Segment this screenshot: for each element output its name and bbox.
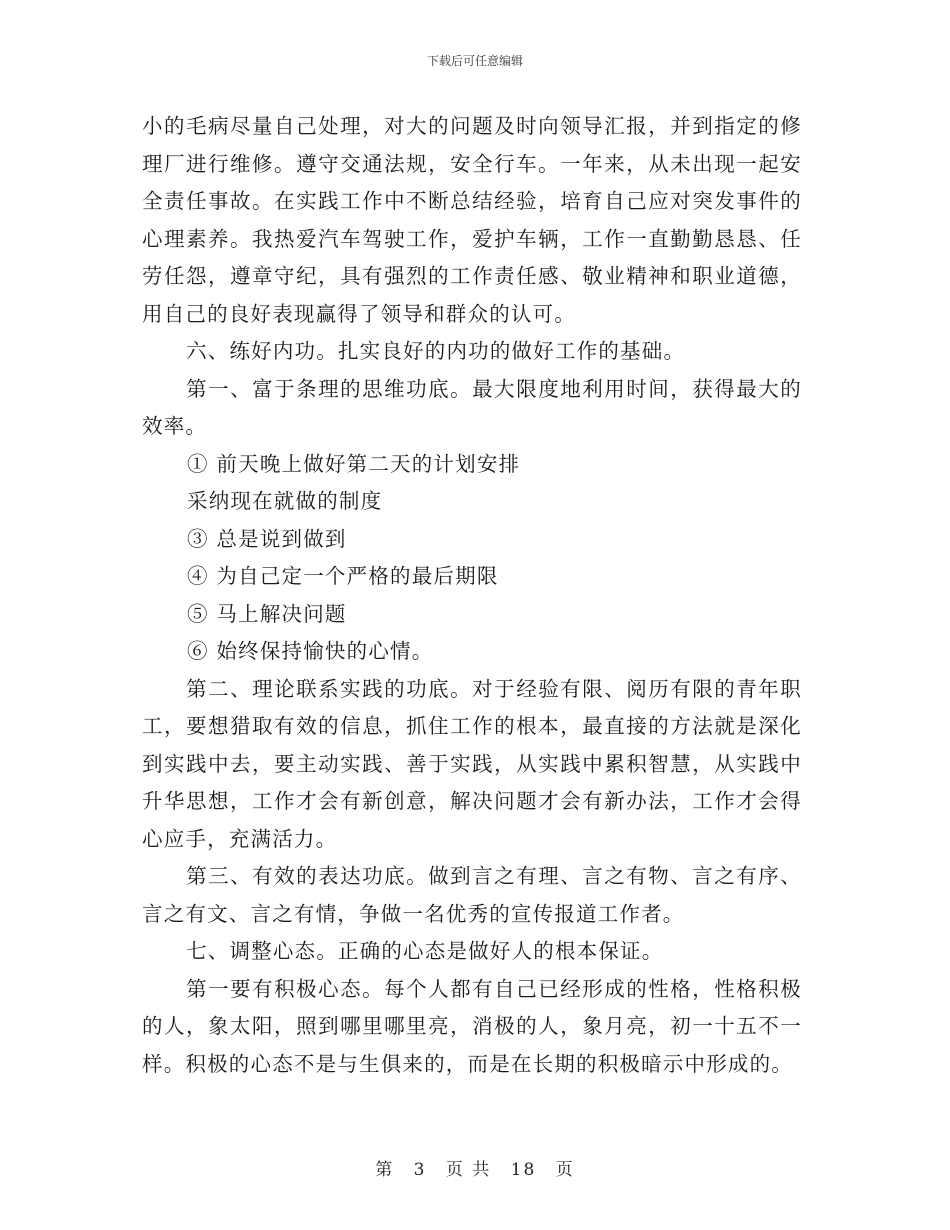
list-item: ⑥ 始终保持愉快的心情。 [187, 639, 434, 663]
list-item: 采纳现在就做的制度 [187, 489, 383, 513]
list-item: ③ 总是说到做到 [187, 526, 347, 551]
footer-middle: 页 共 [445, 1160, 492, 1180]
paragraph: 第一要有积极心态。每个人都有自己已经形成的性格，性格积极的人，象太阳，照到哪里哪里亮，消极的人，象月亮，初一十五不一样。积极的心态不是与生俱来的，而是在长期的积极暗示中形成的。 [142, 976, 802, 1076]
paragraph: 第三、有效的表达功底。做到言之有理、言之有物、言之有序、言之有文、言之有情，争做一名优秀的宣传报道工作者。 [142, 864, 802, 926]
list-item: ⑤ 马上解决问题 [187, 601, 347, 626]
list-item: ④ 为自己定一个严格的最后期限 [187, 564, 499, 588]
paragraph: 第一、富于条理的思维功底。最大限度地利用时间，获得最大的效率。 [142, 376, 802, 438]
section-heading: 七、调整心态。正确的心态是做好人的根本保证。 [186, 939, 664, 963]
paragraph: 第二、理论联系实践的功底。对于经验有限、阅历有限的青年职工，要想猎取有效的信息，抓住工作的根本，最直接的方法就是深化到实践中去，要主动实践、善于实践，从实践中累积智慧，从实践中升华思想，工作才会有新创意，解决问题才会有新办法，工作才会得心应手，充满活力。 [142, 676, 802, 851]
page-footer [0, 1155, 950, 1180]
document-body [142, 108, 802, 1083]
page-header: 下载后可任意编辑 [426, 54, 523, 68]
section-heading: 六、练好内功。扎实良好的内功的做好工作的基础。 [186, 339, 686, 363]
paragraph: 小的毛病尽量自己处理，对大的问题及时向领导汇报，并到指定的修理厂进行维修。遵守交通法规，安全行车。一年来，从未出现一起安全责任事故。在实践工作中不断总结经验，培育自己应对突发事件的心理素养。我热爱汽车驾驶工作，爱护车辆，工作一直勤勤恳恳、任劳任怨，遵章守纪，具有强烈的工作责任感、敬业精神和职业道德，用自己的良好表现赢得了领导和群众的认可。 [142, 114, 802, 326]
footer-total-pages: 18 [510, 1160, 537, 1180]
footer-page-number: 3 [413, 1160, 427, 1180]
footer-suffix: 页 [555, 1160, 575, 1180]
footer-prefix: 第 [375, 1160, 395, 1180]
list-item: ① 前天晚上做好第二天的计划安排 [187, 451, 521, 476]
